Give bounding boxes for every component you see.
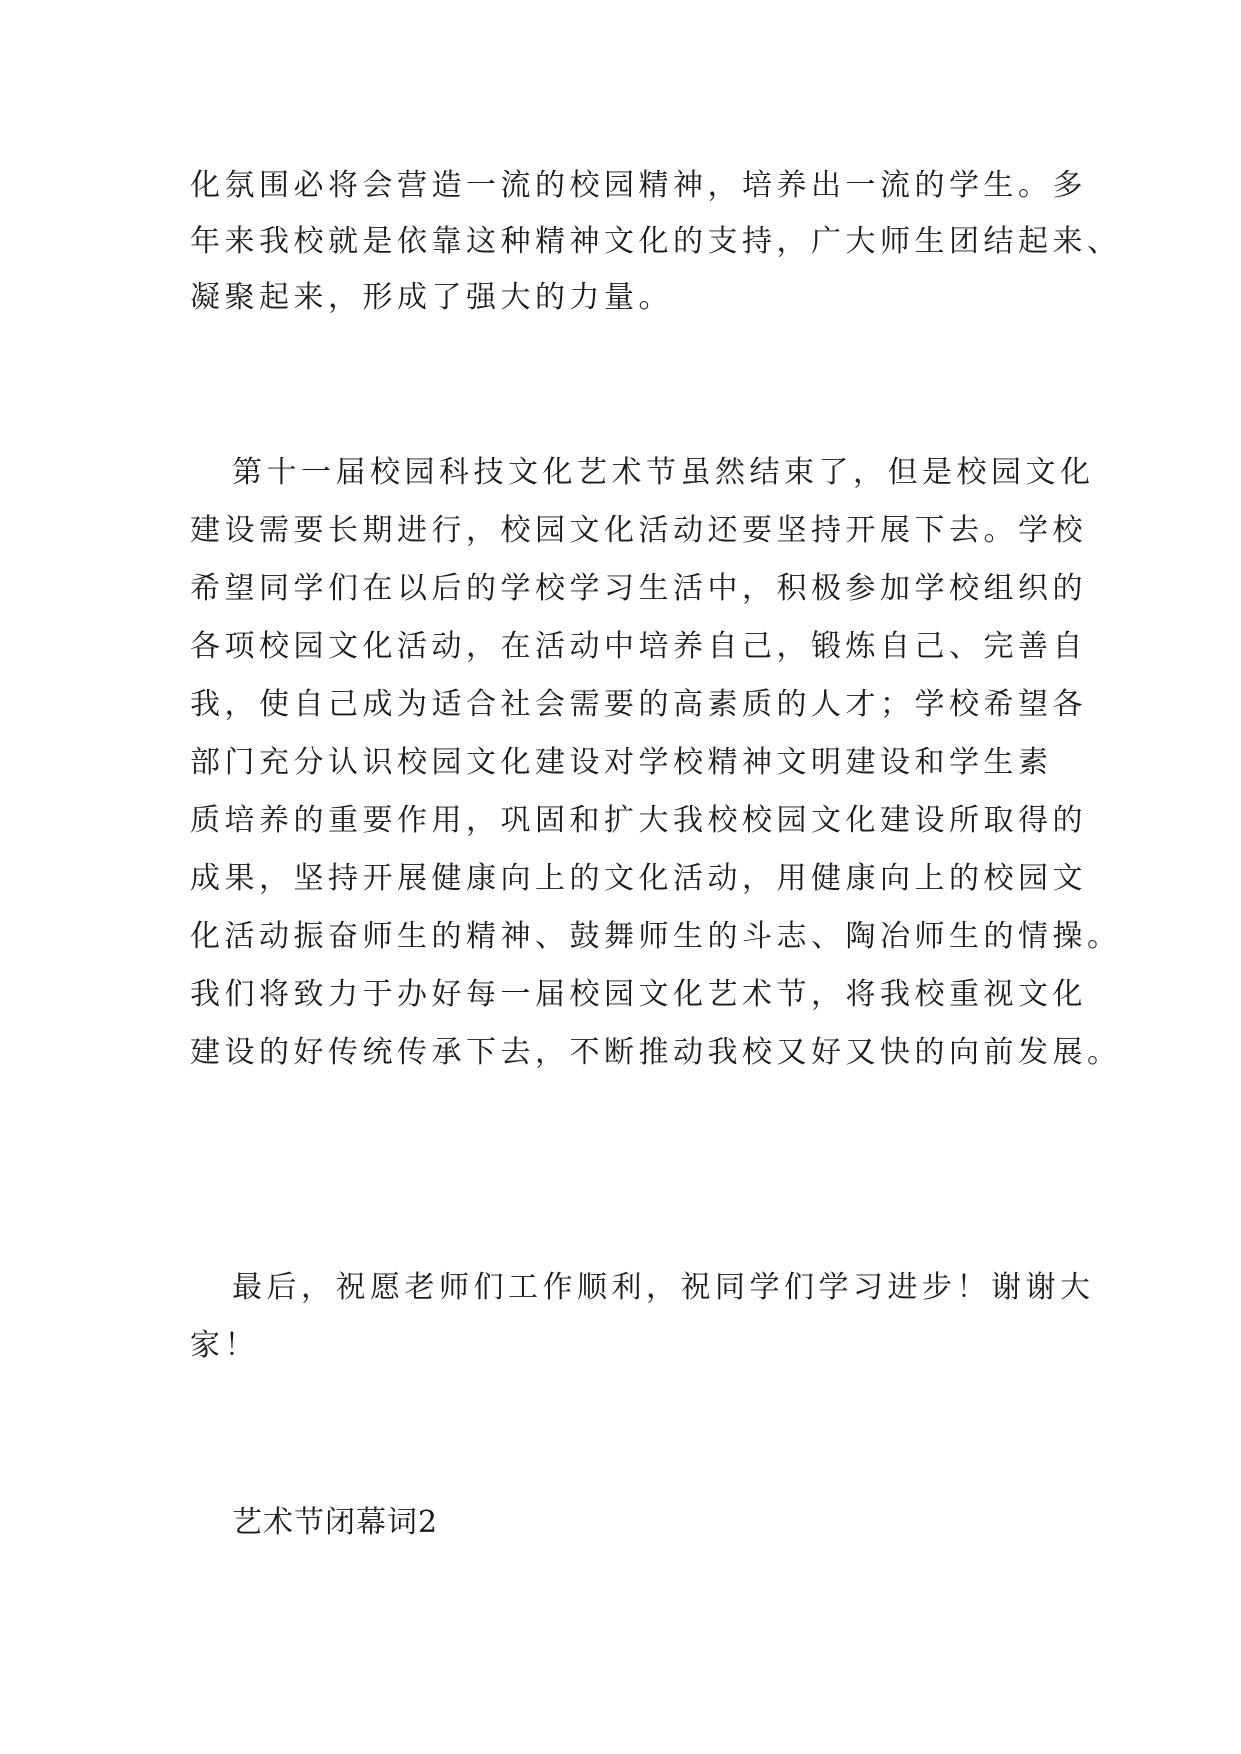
text-line: 化活动振奋师生的精神、鼓舞师生的斗志、陶冶师生的情操。 (190, 919, 1122, 954)
section-title: 艺术节闭幕词2 (232, 1505, 439, 1540)
text-line: 最后，祝愿老师们工作顺利，祝同学们学习进步！谢谢大 (232, 1270, 1095, 1305)
text-line: 凝聚起来，形成了强大的力量。 (190, 280, 673, 315)
text-line: 建设需要长期进行，校园文化活动还要坚持开展下去。学校 (190, 513, 1087, 548)
text-line: 我们将致力于办好每一届校园文化艺术节，将我校重视文化 (190, 977, 1087, 1012)
text-line: 建设的好传统传承下去，不断推动我校又好又快的向前发展。 (190, 1035, 1122, 1070)
text-line: 各项校园文化活动，在活动中培养自己，锻炼自己、完善自 (190, 629, 1087, 664)
text-line: 我，使自己成为适合社会需要的高素质的人才；学校希望各 (190, 687, 1087, 722)
text-line: 第十一届校园科技文化艺术节虽然结束了，但是校园文化 (232, 455, 1095, 490)
text-line: 质培养的重要作用，巩固和扩大我校校园文化建设所取得的 (190, 803, 1087, 838)
text-line: 成果，坚持开展健康向上的文化活动，用健康向上的校园文 (190, 861, 1087, 896)
text-line: 年来我校就是依靠这种精神文化的支持，广大师生团结起来、 (190, 224, 1122, 259)
text-line: 希望同学们在以后的学校学习生活中，积极参加学校组织的 (190, 571, 1087, 606)
text-line: 化氛围必将会营造一流的校园精神，培养出一流的学生。多 (190, 168, 1087, 203)
text-line: 家！ (190, 1328, 259, 1363)
text-line: 部门充分认识校园文化建设对学校精神文明建设和学生素 (190, 745, 1053, 780)
